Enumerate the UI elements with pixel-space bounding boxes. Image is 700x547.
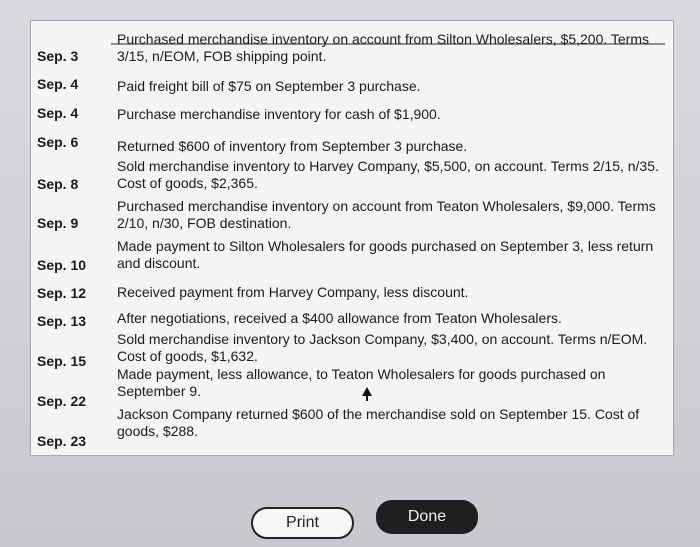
description-line: Cost of goods, $2,365. <box>117 175 258 191</box>
transaction-description <box>117 31 665 65</box>
transaction-date: Sep. 8 <box>37 176 79 192</box>
description-line: Made payment to Silton Wholesalers for goods purchased on September 3, less return <box>117 238 654 254</box>
transaction-date: Sep. 9 <box>37 215 79 231</box>
transaction-description <box>117 284 665 301</box>
transaction-description <box>117 78 665 95</box>
description-line: Paid freight bill of $75 on September 3 purchase. <box>117 78 421 94</box>
description-line: and discount. <box>117 255 201 271</box>
description-line: goods, $288. <box>117 423 198 439</box>
description-line: Jackson Company returned $600 of the merchandise sold on September 15. Cost of <box>117 406 640 422</box>
transaction-description <box>117 138 665 155</box>
print-button[interactable]: Print <box>251 507 354 539</box>
description-line: Returned $600 of inventory from September 3 purchase. <box>117 138 468 154</box>
description-line: Purchase merchandise inventory for cash of $1,900. <box>117 106 441 122</box>
transaction-date: Sep. 6 <box>37 134 79 150</box>
transaction-date: Sep. 23 <box>37 433 87 449</box>
description-line: Cost of goods, $1,632. <box>117 348 258 364</box>
transaction-description <box>117 158 665 192</box>
transaction-date: Sep. 13 <box>37 313 87 329</box>
description-line: Sold merchandise inventory to Harvey Company, $5,500, on account. Terms 2/15, n/35. <box>117 158 659 174</box>
transactions-panel <box>30 20 674 456</box>
transaction-description <box>117 238 665 272</box>
description-line: 3/15, n/EOM, FOB shipping point. <box>117 48 327 64</box>
description-line: Purchased merchandise inventory on account from Teaton Wholesalers, $9,000. Terms <box>117 198 656 214</box>
transaction-description <box>117 331 665 365</box>
transaction-description <box>117 310 665 327</box>
transaction-date: Sep. 4 <box>37 76 79 92</box>
transaction-date: Sep. 22 <box>37 393 87 409</box>
description-line: Purchased merchandise inventory on account from Silton Wholesalers, $5,200. Terms <box>117 31 650 47</box>
transaction-description <box>117 406 665 440</box>
done-button[interactable]: Done <box>376 500 478 534</box>
transaction-date: Sep. 4 <box>37 105 79 121</box>
description-line: 2/10, n/30, FOB destination. <box>117 215 292 231</box>
description-line: After negotiations, received a $400 allowance from Teaton Wholesalers. <box>117 310 562 326</box>
transaction-description <box>117 106 665 123</box>
transaction-date: Sep. 12 <box>37 285 87 301</box>
mouse-pointer-tail <box>366 395 368 401</box>
transaction-date: Sep. 15 <box>37 353 87 369</box>
transaction-date: Sep. 10 <box>37 257 87 273</box>
transaction-description <box>117 198 665 232</box>
transaction-date: Sep. 3 <box>37 48 79 64</box>
transaction-description <box>117 366 665 400</box>
description-line: Received payment from Harvey Company, less discount. <box>117 284 469 300</box>
description-line: Sold merchandise inventory to Jackson Company, $3,400, on account. Terms n/EOM. <box>117 331 648 347</box>
description-line: September 9. <box>117 383 202 399</box>
description-line: Made payment, less allowance, to Teaton Wholesalers for goods purchased on <box>117 366 606 382</box>
